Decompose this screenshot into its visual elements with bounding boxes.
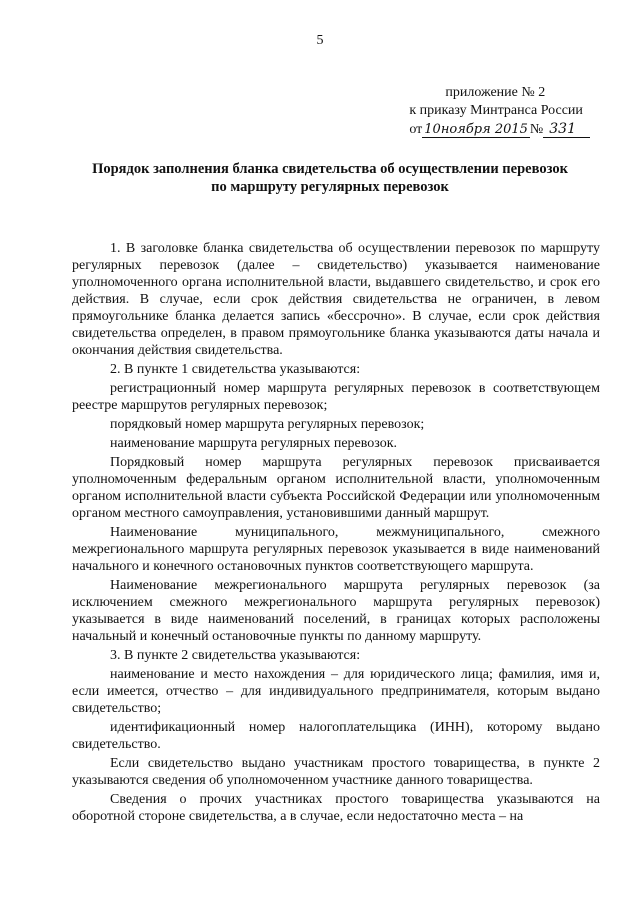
paragraph: Наименование муниципального, межмуниципального, смежного межрегионального маршрута регулярных перевозок указывается в виде наименований начального и конечного остановочных пунктов соответствующего маршрута. — [72, 525, 600, 574]
paragraph: 2. В пункте 1 свидетельства указываются: — [110, 362, 361, 377]
paragraph: 1. В заголовке бланка свидетельства об осуществлении перевозок по маршруту регулярных перевозок (далее – свидетельство) указывается наименование уполномоченного органа исполнительной власти, выдавшего свидетельство, и срок его действия. В случае, если срок действия свидетельства не ограничен, в левом прямоугольнике бланка делается запись «бессрочно». В случае, если срок действия свидетельства определен, в правом прямоугольнике бланка указываются даты начала и окончания действия свидетельства. — [72, 241, 600, 358]
annex-number-prefix: № — [529, 122, 544, 137]
paragraph: порядковый номер маршрута регулярных перевозок; — [110, 417, 425, 432]
page-number: 5 — [316, 33, 324, 48]
paragraph: наименование и место нахождения – для юридического лица; фамилия, имя и, если имеется, отчество – для индивидуального предпринимателя, которым выдано свидетельство; — [72, 667, 600, 716]
paragraph: идентификационный номер налогоплательщика (ИНН), которому выдано свидетельство. — [72, 720, 600, 752]
paragraph: Порядковый номер маршрута регулярных перевозок присваивается уполномоченным федеральным органом исполнительной власти, уполномоченным органом исполнительной власти субъекта Российской Федерации или уполномоченным органом местного самоуправления, установившими данный маршрут. — [72, 455, 600, 521]
annex-line-2: к приказу Минтранса России — [409, 103, 583, 118]
document-title-line-2: по маршруту регулярных перевозок — [211, 179, 449, 195]
paragraph: 3. В пункте 2 свидетельства указываются: — [110, 648, 361, 663]
paragraph: Если свидетельство выдано участникам простого товарищества, в пункте 2 указываются сведения об уполномоченном участнике данного товарищества. — [72, 756, 600, 788]
paragraph: Сведения о прочих участниках простого товарищества указываются на оборотной стороне свидетельства, а в случае, если недостаточно места – на — [72, 792, 600, 824]
annex-handwritten-number: 331 — [543, 121, 590, 138]
paragraph: наименование маршрута регулярных перевозок. — [110, 436, 398, 451]
annex-date-line — [409, 120, 590, 139]
annex-line-1: приложение № 2 — [445, 85, 546, 100]
annex-date-prefix: от — [409, 122, 423, 137]
document-title-line-1: Порядок заполнения бланка свидетельства об осуществлении перевозок — [92, 161, 568, 177]
annex-header — [409, 84, 590, 139]
document-title — [60, 160, 600, 196]
annex-handwritten-date: 10ноября 2015 — [424, 122, 528, 137]
document-body — [72, 240, 600, 827]
paragraph: Наименование межрегионального маршрута регулярных перевозок (за исключением смежного межрегионального маршрута регулярных перевозок) указывается в виде наименований поселений, в границах которых расположены начальный и конечный остановочные пункты по данному маршруту. — [72, 578, 600, 644]
paragraph: регистрационный номер маршрута регулярных перевозок в соответствующем реестре маршрутов регулярных перевозок; — [72, 381, 600, 413]
